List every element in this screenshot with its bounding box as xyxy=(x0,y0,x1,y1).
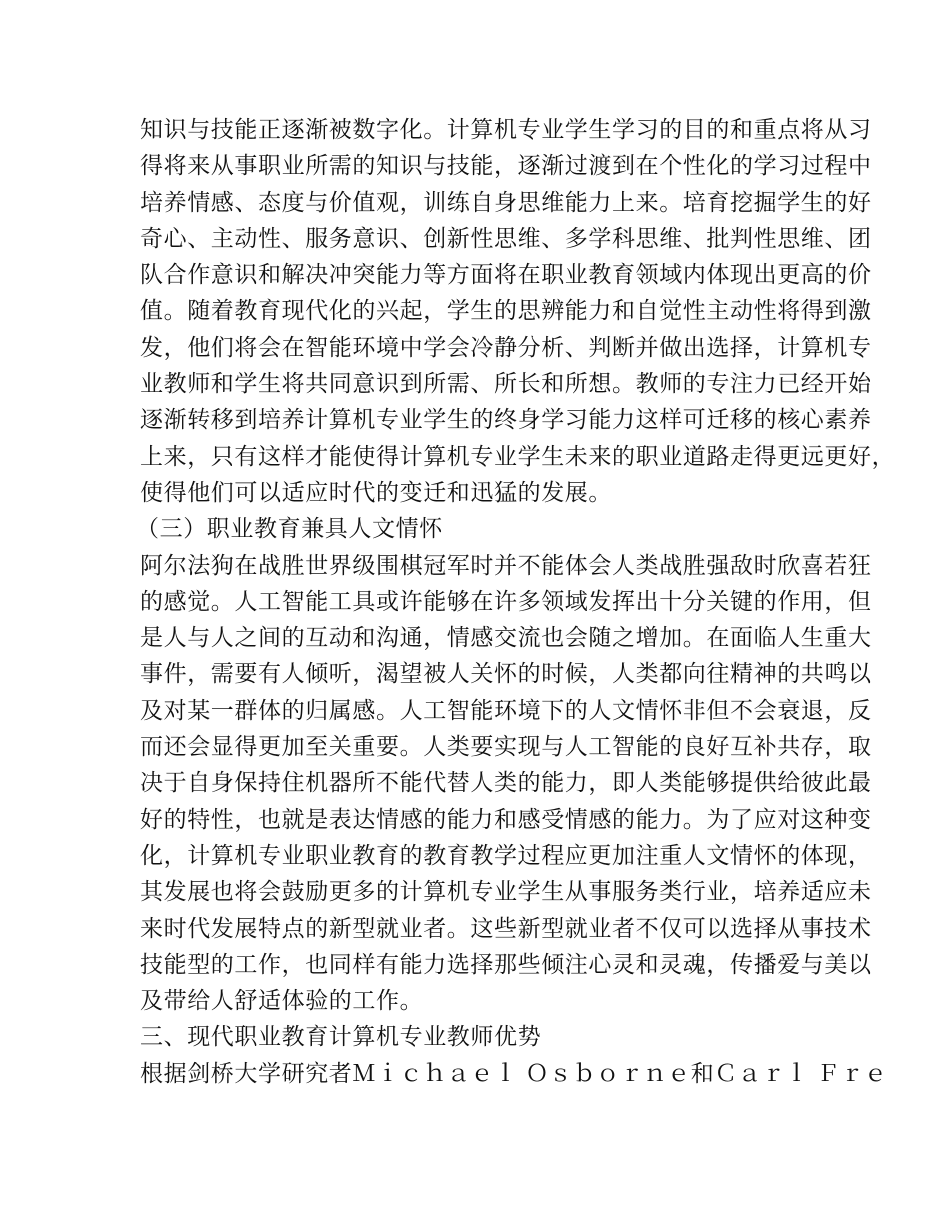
text-line: 业教师和学生将共同意识到所需、所长和所想。教师的专注力已经开始 xyxy=(140,371,872,398)
text-line: 决于自身保持住机器所不能代替人类的能力，即人类能够提供给彼此最 xyxy=(140,770,872,797)
text-line: 奇心、主动性、服务意识、创新性思维、多学科思维、批判性思维、团 xyxy=(140,225,872,252)
text-line: 技能型的工作，也同样有能力选择那些倾注心灵和灵魂，传播爱与美以 xyxy=(140,951,872,978)
text-line: 根据剑桥大学研究者Ｍｉｃｈａｅｌ Ｏｓｂｏｒｎｅ和Ｃａｒｌ Ｆｒｅ xyxy=(140,1060,888,1087)
text-line: 值。随着教育现代化的兴起，学生的思辨能力和自觉性主动性将得到激 xyxy=(140,298,872,325)
text-line: 队合作意识和解决冲突能力等方面将在职业教育领域内体现出更高的价 xyxy=(140,262,872,289)
text-line: 化，计算机专业职业教育的教育教学过程应更加注重人文情怀的体现， xyxy=(140,842,872,869)
text-line: 培养情感、态度与价值观，训练自身思维能力上来。培育挖掘学生的好 xyxy=(140,189,872,216)
text-line: 知识与技能正逐渐被数字化。计算机专业学生学习的目的和重点将从习 xyxy=(140,117,872,143)
text-line: 事件，需要有人倾听，渴望被人关怀的时候，人类都向往精神的共鸣以 xyxy=(140,661,872,688)
section-heading-teacher-advantages: 三、现代职业教育计算机专业教师优势 xyxy=(140,1024,542,1051)
text-line: 好的特性，也就是表达情感的能力和感受情感的能力。为了应对这种变 xyxy=(140,806,872,833)
text-line: 及对某一群体的归属感。人工智能环境下的人文情怀非但不会衰退，反 xyxy=(140,697,872,724)
text-line: 而还会显得更加至关重要。人类要实现与人工智能的良好互补共存，取 xyxy=(140,734,872,761)
text-line: 是人与人之间的互动和沟通，情感交流也会随之增加。在面临人生重大 xyxy=(140,625,872,652)
text-line: 使得他们可以适应时代的变迁和迅猛的发展。 xyxy=(140,479,612,506)
paragraph-1 xyxy=(140,112,896,511)
text-line: 及带给人舒适体验的工作。 xyxy=(140,988,424,1015)
text-line: 发，他们将会在智能环境中学会冷静分析、判断并做出选择，计算机专 xyxy=(140,334,872,361)
text-line: 得将来从事职业所需的知识与技能，逐渐过渡到在个性化的学习过程中 xyxy=(140,153,872,180)
section-heading-humanistic-care: （三）职业教育兼具人文情怀 xyxy=(136,516,443,543)
paragraph-2 xyxy=(140,548,872,1020)
paragraph-3 xyxy=(140,1056,888,1092)
text-line: 阿尔法狗在战胜世界级围棋冠军时并不能体会人类战胜强敌时欣喜若狂 xyxy=(140,552,872,579)
text-line: 上来，只有这样才能使得计算机专业学生未来的职业道路走得更远更好， xyxy=(140,443,896,470)
text-line: 逐渐转移到培养计算机专业学生的终身学习能力这样可迁移的核心素养 xyxy=(140,407,872,434)
text-line: 来时代发展特点的新型就业者。这些新型就业者不仅可以选择从事技术 xyxy=(140,915,872,942)
text-line: 其发展也将会鼓励更多的计算机专业学生从事服务类行业，培养适应未 xyxy=(140,879,872,906)
document-body xyxy=(136,112,896,1092)
text-line: 的感觉。人工智能工具或许能够在许多领域发挥出十分关键的作用，但 xyxy=(140,588,872,615)
